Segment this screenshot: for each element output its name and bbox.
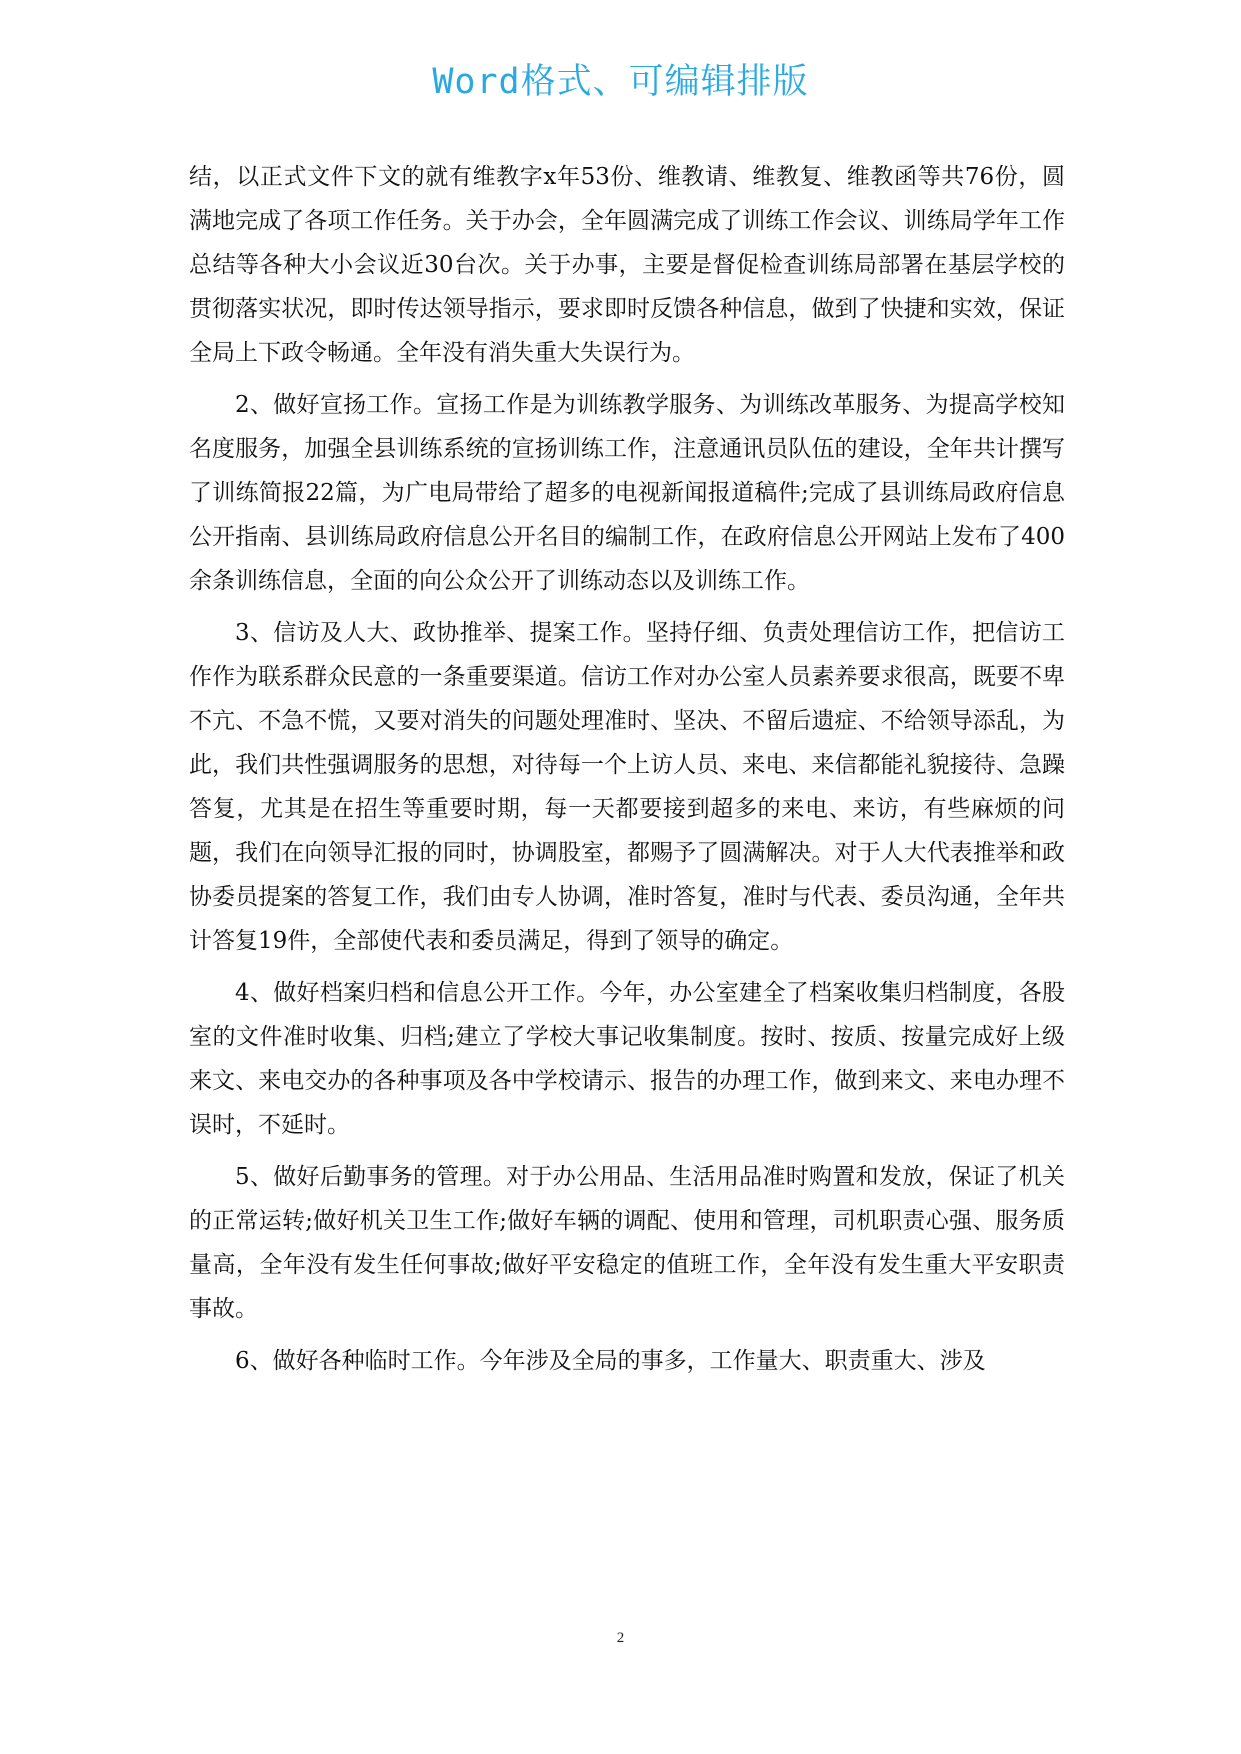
paragraph-archives: 4、做好档案归档和信息公开工作。今年，办公室建全了档案收集归档制度，各股室的文件准时收集、归档;建立了学校大事记收集制度。按时、按质、按量完成好上级来文、来电交办的各种事项及各中学校请示、报告的办理工作，做到来文、来电办理不误时，不延时。: [189, 980, 1065, 1138]
paragraph-continuation: 结，以正式文件下文的就有维教字x年53份、维教请、维教复、维教函等共76份，圆满地完成了各项工作任务。关于办会，全年圆满完成了训练工作会议、训练局学年工作总结等各种大小会议近30台次。关于办事，主要是督促检查训练局部署在基层学校的贯彻落实状况，即时传达领导指示，要求即时反馈各种信息，做到了快捷和实效，保证全局上下政令畅通。全年没有消失重大失误行为。: [189, 164, 1065, 366]
page-number: 2: [616, 1630, 625, 1646]
paragraph-petitions: 3、信访及人大、政协推举、提案工作。坚持仔细、负责处理信访工作，把信访工作作为联系群众民意的一条重要渠道。信访工作对办公室人员素养要求很高，既要不卑不亢、不急不慌，又要对消失的问题处理准时、坚决、不留后遗症、不给领导添乱，为此，我们共性强调服务的思想，对待每一个上访人员、来电、来信都能礼貌接待、急躁答复，尤其是在招生等重要时期，每一天都要接到超多的来电、来访，有些麻烦的问题，我们在向领导汇报的同时，协调股室，都赐予了圆满解决。对于人大代表推举和政协委员提案的答复工作，我们由专人协调，准时答复，准时与代表、委员沟通，全年共计答复19件，全部使代表和委员满足，得到了领导的确定。: [189, 620, 1065, 954]
header-title: Word格式、可编辑排版: [432, 62, 809, 102]
paragraph-publicity: 2、做好宣扬工作。宣扬工作是为训练教学服务、为训练改革服务、为提高学校知名度服务，加强全县训练系统的宣扬训练工作，注意通讯员队伍的建设，全年共计撰写了训练简报22篇，为广电局带给了超多的电视新闻报道稿件;完成了县训练局政府信息公开指南、县训练局政府信息公开名目的编制工作，在政府信息公开网站上发布了400余条训练信息，全面的向公众公开了训练动态以及训练工作。: [189, 392, 1065, 594]
body-text: [189, 155, 1065, 1391]
paragraph-logistics: 5、做好后勤事务的管理。对于办公用品、生活用品准时购置和发放，保证了机关的正常运转;做好机关卫生工作;做好车辆的调配、使用和管理，司机职责心强、服务质量高，全年没有发生任何事故;做好平安稳定的值班工作，全年没有发生重大平安职责事故。: [189, 1164, 1065, 1322]
paragraph-temporary-work: 6、做好各种临时工作。今年涉及全局的事多，工作量大、职责重大、涉及: [235, 1348, 986, 1374]
